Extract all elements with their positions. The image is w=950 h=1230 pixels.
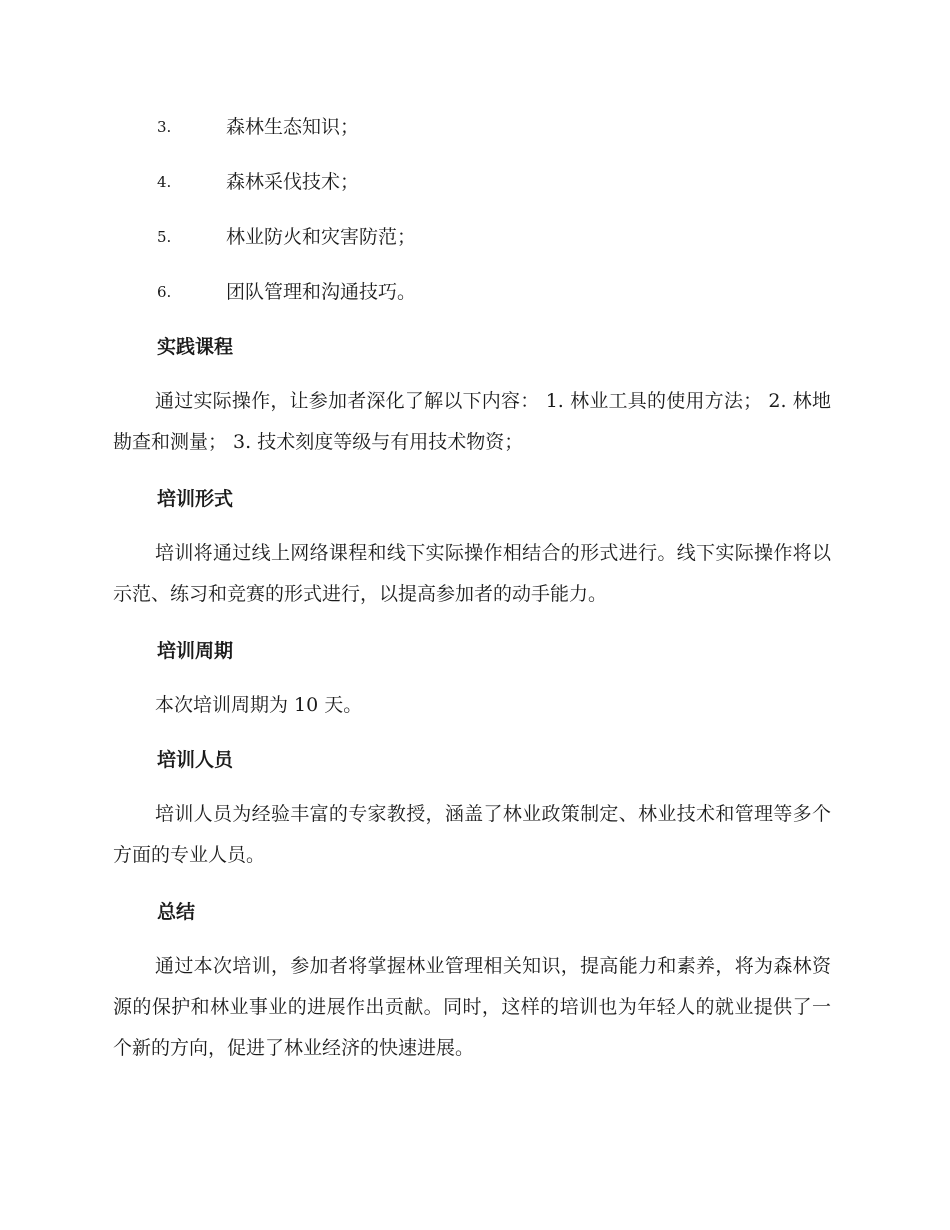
list-number: 6. <box>157 283 172 301</box>
section-body-summary: 通过本次培训，参加者将掌握林业管理相关知识，提高能力和素养，将为森林资源的保护和林业事业的进展作出贡献。同时，这样的培训也为年轻人的就业提供了一个新的方向，促进了林业经济的快速进展。 <box>113 955 831 1059</box>
list-item <box>0 222 950 252</box>
list-text: 森林生态知识； <box>226 116 360 138</box>
list-item <box>0 167 950 197</box>
section-heading-staff: 培训人员 <box>157 749 234 771</box>
list-text: 林业防火和灾害防范； <box>226 226 417 248</box>
list-text: 森林采伐技术； <box>226 171 360 193</box>
list-item <box>0 112 950 142</box>
section-body-format: 培训将通过线上网络课程和线下实际操作相结合的形式进行。线下实际操作将以示范、练习和竞赛的形式进行，以提高参加者的动手能力。 <box>113 542 831 605</box>
section-body-practice: 通过实际操作，让参加者深化了解以下内容： 1. 林业工具的使用方法； 2. 林地勘查和测量； 3. 技术刻度等级与有用技术物资； <box>113 390 831 453</box>
list-number: 3. <box>157 118 172 136</box>
section-heading-summary: 总结 <box>157 901 196 923</box>
list-number: 5. <box>157 228 172 246</box>
list-item <box>0 277 950 307</box>
section-heading-format: 培训形式 <box>157 488 234 510</box>
list-text: 团队管理和沟通技巧。 <box>226 281 417 303</box>
section-heading-practice: 实践课程 <box>157 336 234 358</box>
section-body-period: 本次培训周期为 10 天。 <box>155 694 363 716</box>
section-heading-period: 培训周期 <box>157 640 234 662</box>
section-body-staff: 培训人员为经验丰富的专家教授，涵盖了林业政策制定、林业技术和管理等多个方面的专业人员。 <box>113 803 831 866</box>
list-number: 4. <box>157 173 172 191</box>
